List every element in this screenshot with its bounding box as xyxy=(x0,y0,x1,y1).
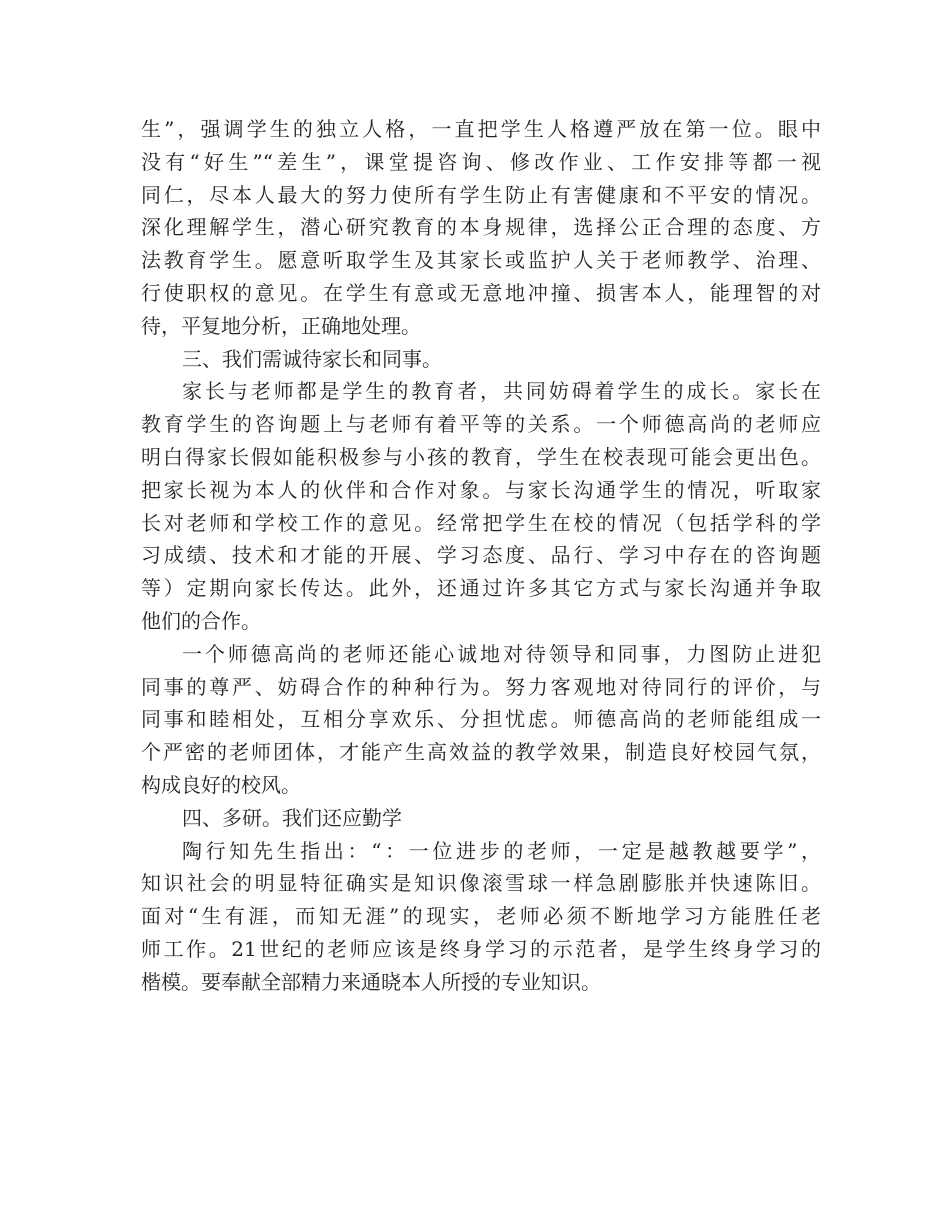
text-line-4: 深化理解学生，潜心研究教育的本身规律，选择公正合理的态度、方 xyxy=(141,215,821,240)
section-heading-4: 四、多研。我们还应勤学 xyxy=(182,805,402,830)
text-line-14: 习成绩、技术和才能的开展、学习态度、品行、学习中存在的咨询题 xyxy=(141,543,821,568)
text-line-12: 把家长视为本人的伙伴和合作对象。与家长沟通学生的情况，听取家 xyxy=(141,477,821,502)
text-line-17: 一个师德高尚的老师还能心诚地对待领导和同事，力图防止进犯 xyxy=(182,641,821,666)
text-line-1: 生”，强调学生的独立人格，一直把学生人格遵严放在第一位。眼中 xyxy=(141,117,821,141)
text-line-23: 陶行知先生指出：“：一位进步的老师，一定是越教越要学”， xyxy=(182,838,821,863)
text-line-7: 待，平复地分析，正确地处理。 xyxy=(141,313,421,338)
text-line-25: 面对“生有涯，而知无涯”的现实，老师必须不断地学习方能胜任老 xyxy=(141,904,821,929)
text-line-16: 他们的合作。 xyxy=(141,608,261,633)
text-line-10: 教育学生的咨询题上与老师有着平等的关系。一个师德高尚的老师应 xyxy=(141,412,821,437)
text-line-20: 个严密的老师团体，才能产生高效益的教学效果，制造良好校园气氛， xyxy=(141,740,821,765)
text-line-18: 同事的尊严、妨碍合作的种种行为。努力客观地对待同行的评价，与 xyxy=(141,674,821,699)
text-line-2: 没有“好生”“差生”，课堂提咨询、修改作业、工作安排等都一视 xyxy=(141,149,821,174)
text-line-21: 构成良好的校风。 xyxy=(141,772,301,797)
text-line-6: 行使职权的意见。在学生有意或无意地冲撞、损害本人，能理智的对 xyxy=(141,280,821,305)
text-line-13: 长对老师和学校工作的意见。经常把学生在校的情况（包括学科的学 xyxy=(141,510,821,535)
document-page xyxy=(141,113,821,999)
text-line-11: 明白得家长假如能积极参与小孩的教育，学生在校表现可能会更出色。 xyxy=(141,444,821,469)
section-heading-3: 三、我们需诚待家长和同事。 xyxy=(182,346,442,371)
text-line-27: 楷模。要奉献全部精力来通晓本人所授的专业知识。 xyxy=(141,969,601,994)
text-line-15: 等）定期向家长传达。此外，还通过许多其它方式与家长沟通并争取 xyxy=(141,576,821,601)
text-line-24: 知识社会的明显特征确实是知识像滚雪球一样急剧膨胀并快速陈旧。 xyxy=(141,871,821,896)
text-line-9: 家长与老师都是学生的教育者，共同妨碍着学生的成长。家长在 xyxy=(182,379,821,404)
text-line-5: 法教育学生。愿意听取学生及其家长或监护人关于老师教学、治理、 xyxy=(141,248,821,273)
text-line-19: 同事和睦相处，互相分享欢乐、分担忧虑。师德高尚的老师能组成一 xyxy=(141,707,821,732)
text-line-3: 同仁，尽本人最大的努力使所有学生防止有害健康和不平安的情况。 xyxy=(141,182,821,207)
text-line-26: 师工作。21世纪的老师应该是终身学习的示范者，是学生终身学习的 xyxy=(141,936,821,961)
